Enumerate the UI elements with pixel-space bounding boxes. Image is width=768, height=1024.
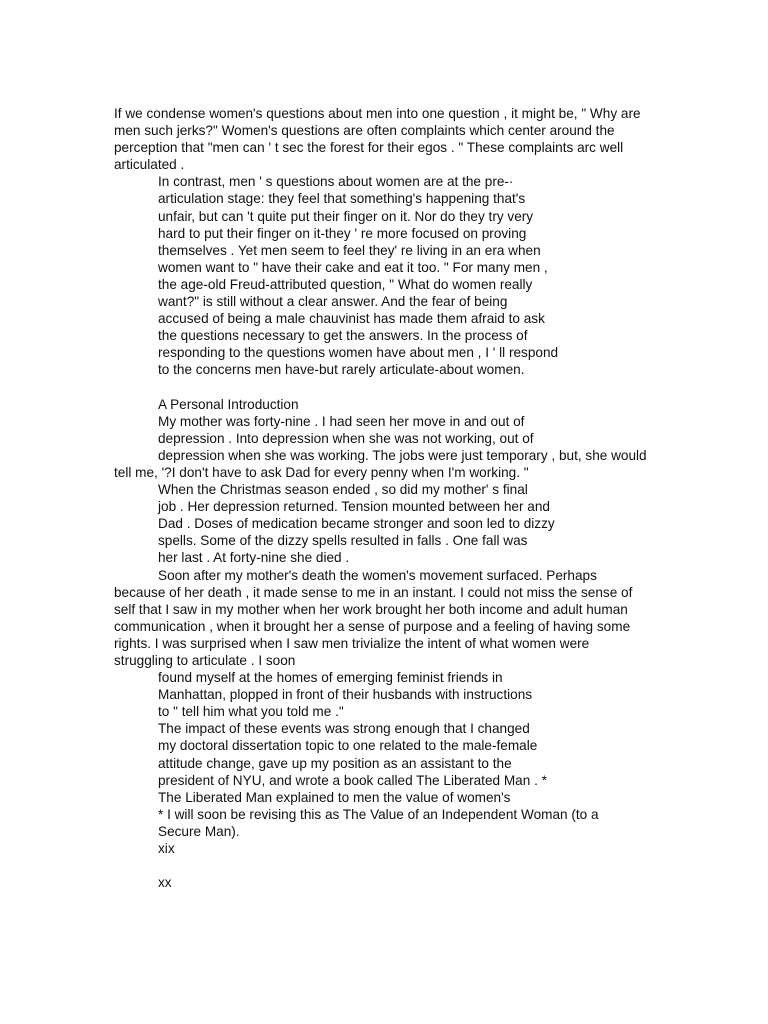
blank-line	[0, 379, 768, 396]
text-line: the age-old Freud-attributed question, " What do women really	[158, 276, 533, 292]
text-line: job . Her depression returned. Tension mounted between her and	[158, 499, 550, 515]
text-line: themselves . Yet men seem to feel they' re living in an era when	[158, 242, 541, 258]
text-line: want?" is still without a clear answer. And the fear of being	[158, 294, 508, 310]
text-line: Secure Man).	[158, 823, 240, 839]
text-line: my doctoral dissertation topic to one related to the male-female	[158, 738, 538, 754]
text-line: Dad . Doses of medication became stronger and soon led to dizzy	[158, 516, 555, 532]
text-line: depression . Into depression when she was not working, out of	[158, 430, 534, 446]
text-line: The Liberated Man explained to men the value of women's	[158, 789, 511, 805]
text-line: to " tell him what you told me ."	[158, 704, 344, 720]
text-line: Manhattan, plopped in front of their husbands with instructions	[158, 687, 533, 703]
text-line: because of her death , it made sense to me in an instant. I could not miss the sense of	[114, 584, 633, 600]
text-line: The impact of these events was strong enough that I changed	[158, 721, 530, 737]
text-line: articulation stage: they feel that something's happening that's	[158, 191, 526, 207]
text-line: unfair, but can 't quite put their finger on it. Nor do they try very	[158, 208, 534, 224]
text-line: hard to put their finger on it-they ' re more focused on proving	[158, 225, 527, 241]
text-line: In contrast, men ' s questions about women are at the pre-·	[158, 174, 514, 190]
blank-line	[0, 857, 768, 874]
text-line: women want to " have their cake and eat it too. " For many men ,	[158, 259, 548, 275]
text-line: perception that "men can ' t sec the forest for their egos . " These complaints arc well	[114, 140, 624, 156]
text-line: articulated .	[114, 157, 185, 173]
text-line: depression when she was working. The jobs were just temporary , but, she would	[158, 447, 647, 463]
text-line: found myself at the homes of emerging feminist friends in	[158, 670, 503, 686]
text-line: My mother was forty-nine . I had seen her move in and out of	[158, 413, 525, 429]
text-line: spells. Some of the dizzy spells resulted in falls . One fall was	[158, 533, 528, 549]
text-line: responding to the questions women have about men , I ' ll respond	[158, 345, 559, 361]
text-line: her last . At forty-nine she died .	[158, 550, 350, 566]
text-line: attitude change, gave up my position as an assistant to the	[158, 755, 512, 771]
text-line: If we condense women's questions about men into one question , it might be, " Why are	[114, 106, 641, 121]
text-line: xix	[158, 841, 175, 857]
text-line: Soon after my mother's death the women's movement surfaced. Perhaps	[158, 567, 597, 583]
text-line: communication , when it brought her a sense of purpose and a feeling of having some	[114, 618, 631, 634]
text-line: to the concerns men have-but rarely articulate-about women.	[158, 362, 525, 378]
text-line: When the Christmas season ended , so did my mother' s final	[158, 482, 528, 498]
text-line: rights. I was surprised when I saw men trivialize the intent of what women were	[114, 635, 590, 651]
text-line: self that I saw in my mother when her work brought her both income and adult human	[114, 601, 628, 617]
text-line: xx	[158, 875, 172, 891]
text-line: accused of being a male chauvinist has made them afraid to ask	[158, 311, 545, 327]
document-body	[0, 105, 768, 891]
text-line: men such jerks?" Women's questions are often complaints which center around the	[114, 123, 615, 139]
text-line: * I will soon be revising this as The Value of an Independent Woman (to a	[158, 806, 599, 822]
text-line: A Personal Introduction	[158, 396, 299, 412]
text-line: the questions necessary to get the answers. In the process of	[158, 328, 528, 344]
text-line: tell me, '?I don't have to ask Dad for every penny when I'm working. "	[114, 464, 529, 480]
text-line: struggling to articulate . I soon	[114, 653, 296, 668]
text-line: president of NYU, and wrote a book called The Liberated Man . *	[158, 772, 547, 788]
